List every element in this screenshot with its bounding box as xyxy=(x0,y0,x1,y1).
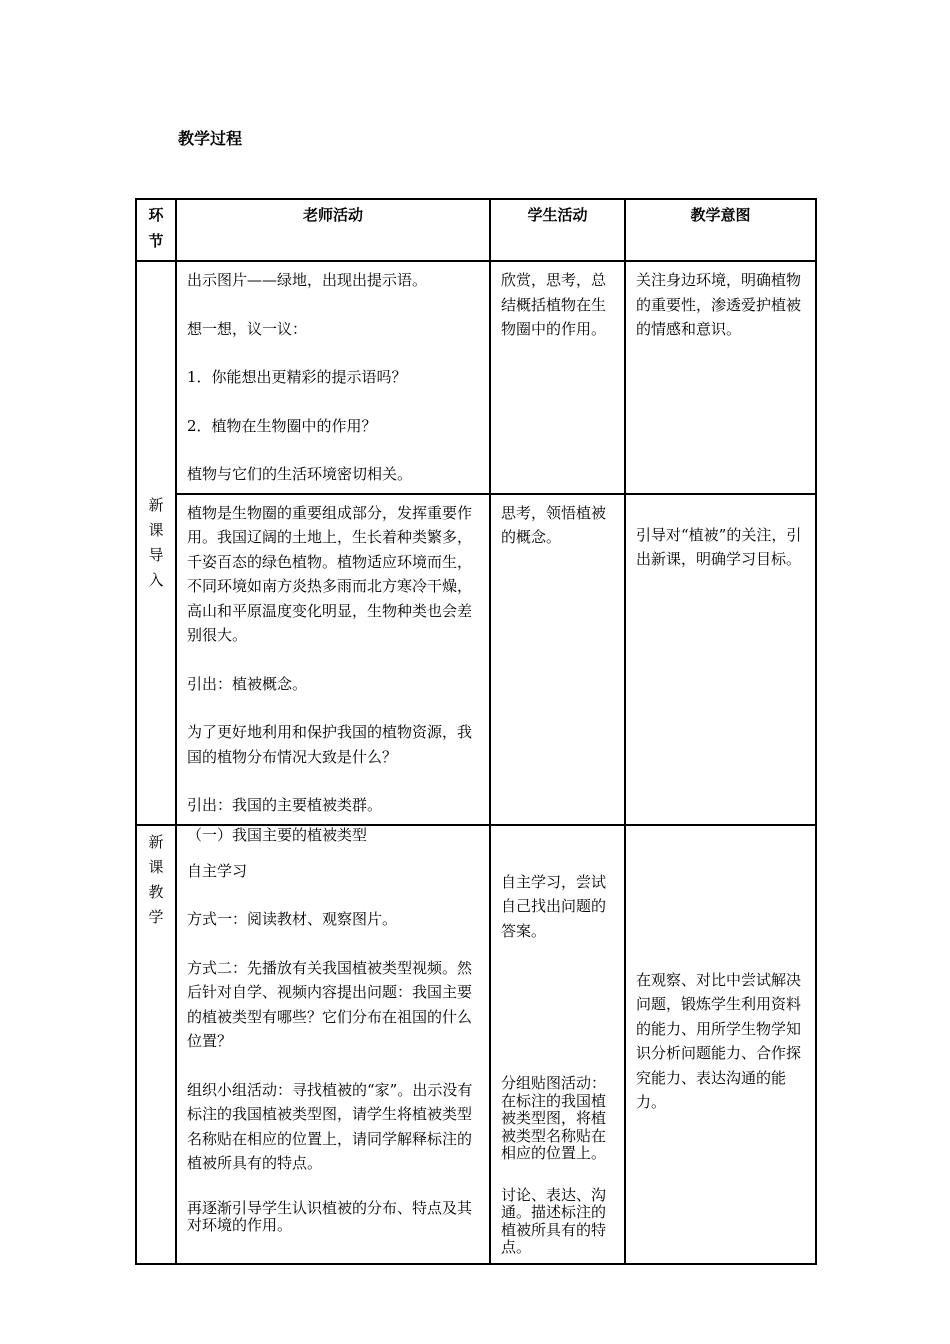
page-title: 教学过程 xyxy=(178,129,243,148)
teacher-activity-cell xyxy=(176,261,490,494)
teacher-text: 引出：我国的主要植被类群。 xyxy=(187,796,383,814)
teacher-text: 植物是生物圈的重要组成部分，发挥重要作用。我国辽阔的土地上，生长着种类繁多，千姿百态的绿色植物。植物适应环境而生，不同环境如南方炎热多雨而北方寒冷干燥，高山和平原温度变化明显，生物种类也会差别很大。 xyxy=(187,503,473,644)
teacher-text: 想一想，议一议： xyxy=(187,319,308,338)
section-cell-new-lesson xyxy=(136,825,176,1264)
teaching-intent-cell xyxy=(625,494,816,825)
teacher-text: 出示图片——绿地，出现出提示语。 xyxy=(187,271,428,289)
teacher-text: （一）我国主要的植被类型 xyxy=(187,825,368,844)
header-student-activity: 学生活动 xyxy=(490,199,625,261)
teaching-intent-cell xyxy=(625,261,816,494)
student-text: 欣赏，思考，总结概括植物在生物圈中的作用。 xyxy=(501,271,607,338)
teacher-text: 1．你能想出更精彩的提示语吗？ xyxy=(187,368,407,386)
teacher-activity-cell xyxy=(176,825,490,1264)
header-section: 环节 xyxy=(136,199,176,261)
teacher-text: 引出：植被概念。 xyxy=(187,674,308,693)
header-teacher-activity: 老师活动 xyxy=(176,199,490,261)
intent-text: 关注身边环境，明确植物的重要性，渗透爱护植被的情感和意识。 xyxy=(636,271,802,338)
table-row xyxy=(136,825,816,1264)
section-label: 新课导入 xyxy=(148,495,164,589)
intent-text: 在观察、对比中尝试解决问题，锻炼学生利用资料的能力、用所学生物学知识分析问题能力、合作探究能力、表达沟通的能力。 xyxy=(636,970,802,1111)
teacher-text: 自主学习 xyxy=(187,861,248,880)
student-activity-cell xyxy=(490,494,625,825)
student-activity-cell xyxy=(490,825,625,1264)
table-row xyxy=(136,494,816,825)
teacher-text: 方式二：先播放有关我国植被类型视频。然后针对自学、视频内容提出问题：我国主要的植被类型有哪些？它们分布在祖国的什么位置？ xyxy=(187,958,473,1050)
student-text: 思考，领悟植被的概念。 xyxy=(501,503,607,546)
teacher-activity-cell xyxy=(176,494,490,825)
teacher-text: 方式一：阅读教材、观察图片。 xyxy=(187,910,398,928)
teaching-process-table xyxy=(135,198,817,1265)
teacher-text: 为了更好地利用和保护我国的植物资源，我国的植物分布情况大致是什么？ xyxy=(187,723,473,766)
student-text: 讨论、表达、沟通。描述标注的植被所具有的特点。 xyxy=(501,1185,607,1256)
student-text: 分组贴图活动：在标注的我国植被类型图，将植被类型名称贴在相应的位置上。 xyxy=(501,1074,607,1162)
intent-text: 引导对“植被”的关注，引出新课，明确学习目标。 xyxy=(636,525,802,568)
teacher-text: 再逐渐引导学生认识植被的分布、特点及其对环境的作用。 xyxy=(187,1198,473,1234)
teacher-text: 植物与它们的生活环境密切相关。 xyxy=(187,465,413,483)
teacher-text: 2．植物在生物圈中的作用？ xyxy=(187,416,377,435)
teacher-text: 组织小组活动：寻找植被的“家”。出示没有标注的我国植被类型图，请学生将植被类型名称贴在相应的位置上，请同学解释标注的植被所具有的特点。 xyxy=(187,1080,473,1172)
header-teaching-intent: 教学意图 xyxy=(625,199,816,261)
section-label: 新课教学 xyxy=(148,832,164,926)
table-header-row xyxy=(136,199,816,261)
teaching-intent-cell xyxy=(625,825,816,1264)
table-row xyxy=(136,261,816,494)
student-activity-cell xyxy=(490,261,625,494)
section-cell-intro xyxy=(136,261,176,825)
student-text: 自主学习，尝试自己找出问题的答案。 xyxy=(501,872,607,940)
